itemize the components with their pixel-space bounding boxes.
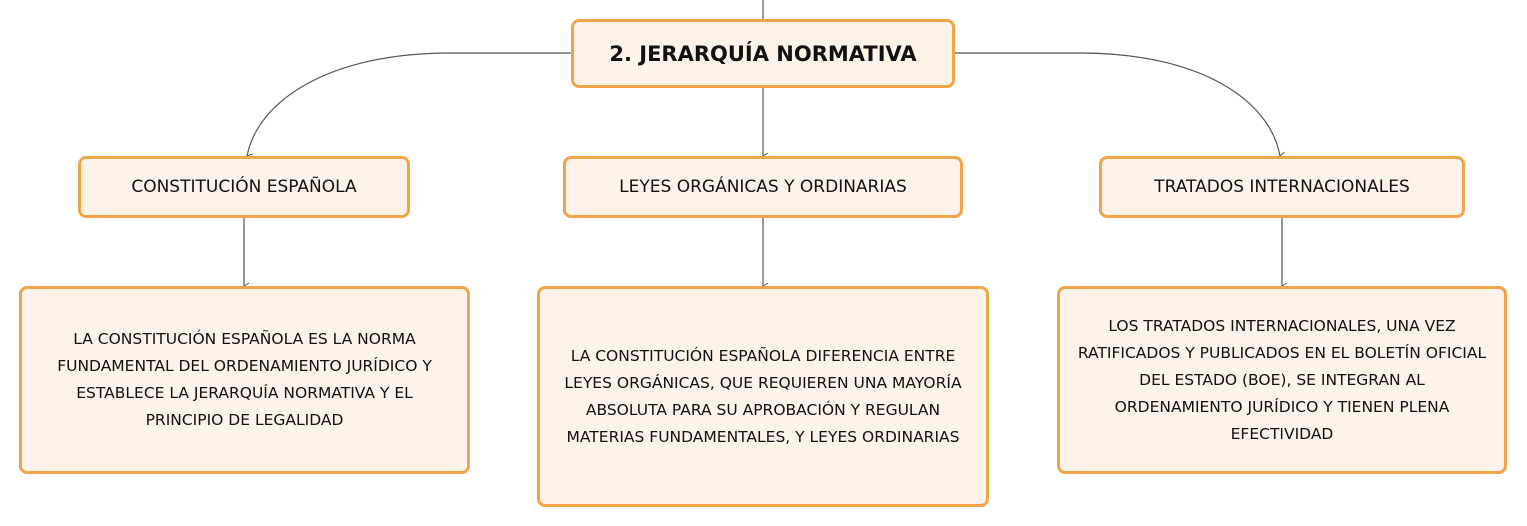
detail-node-text: LA CONSTITUCIÓN ESPAÑOLA ES LA NORMA FUNDAMENTAL DEL ORDENAMIENTO JURÍDICO Y ESTABLECE LA JERARQUÍA NORMATIVA Y EL PRINCIPIO DE LEGALIDAD — [57, 330, 432, 429]
detail-node-leyes[interactable] — [537, 286, 989, 507]
connector-root-to-tratados — [955, 53, 1280, 156]
root-node-label: 2. JERARQUÍA NORMATIVA — [609, 41, 917, 66]
branch-node-tratados[interactable] — [1099, 156, 1465, 218]
branch-node-label: LEYES ORGÁNICAS Y ORDINARIAS — [619, 177, 907, 197]
branch-node-label: CONSTITUCIÓN ESPAÑOLA — [131, 177, 357, 197]
branch-node-leyes[interactable] — [563, 156, 963, 218]
detail-node-text: LOS TRATADOS INTERNACIONALES, UNA VEZ RATIFICADOS Y PUBLICADOS EN EL BOLETÍN OFICIAL DEL ESTADO (BOE), SE INTEGRAN AL ORDENAMIENTO JURÍDICO Y TIENEN PLENA EFECTIVIDAD — [1077, 316, 1487, 443]
detail-node-tratados[interactable] — [1057, 286, 1507, 474]
branch-node-label: TRATADOS INTERNACIONALES — [1154, 177, 1410, 197]
detail-node-constitucion[interactable] — [19, 286, 470, 474]
branch-node-constitucion[interactable] — [78, 156, 410, 218]
detail-node-text: LA CONSTITUCIÓN ESPAÑOLA DIFERENCIA ENTRE LEYES ORGÁNICAS, QUE REQUIEREN UNA MAYORÍA ABSOLUTA PARA SU APROBACIÓN Y REGULAN MATERIAS FUNDAMENTALES, Y LEYES ORDINARIAS — [564, 346, 962, 446]
root-node-jerarquia-normativa[interactable] — [571, 19, 955, 88]
connector-root-to-constitucion — [247, 53, 571, 156]
